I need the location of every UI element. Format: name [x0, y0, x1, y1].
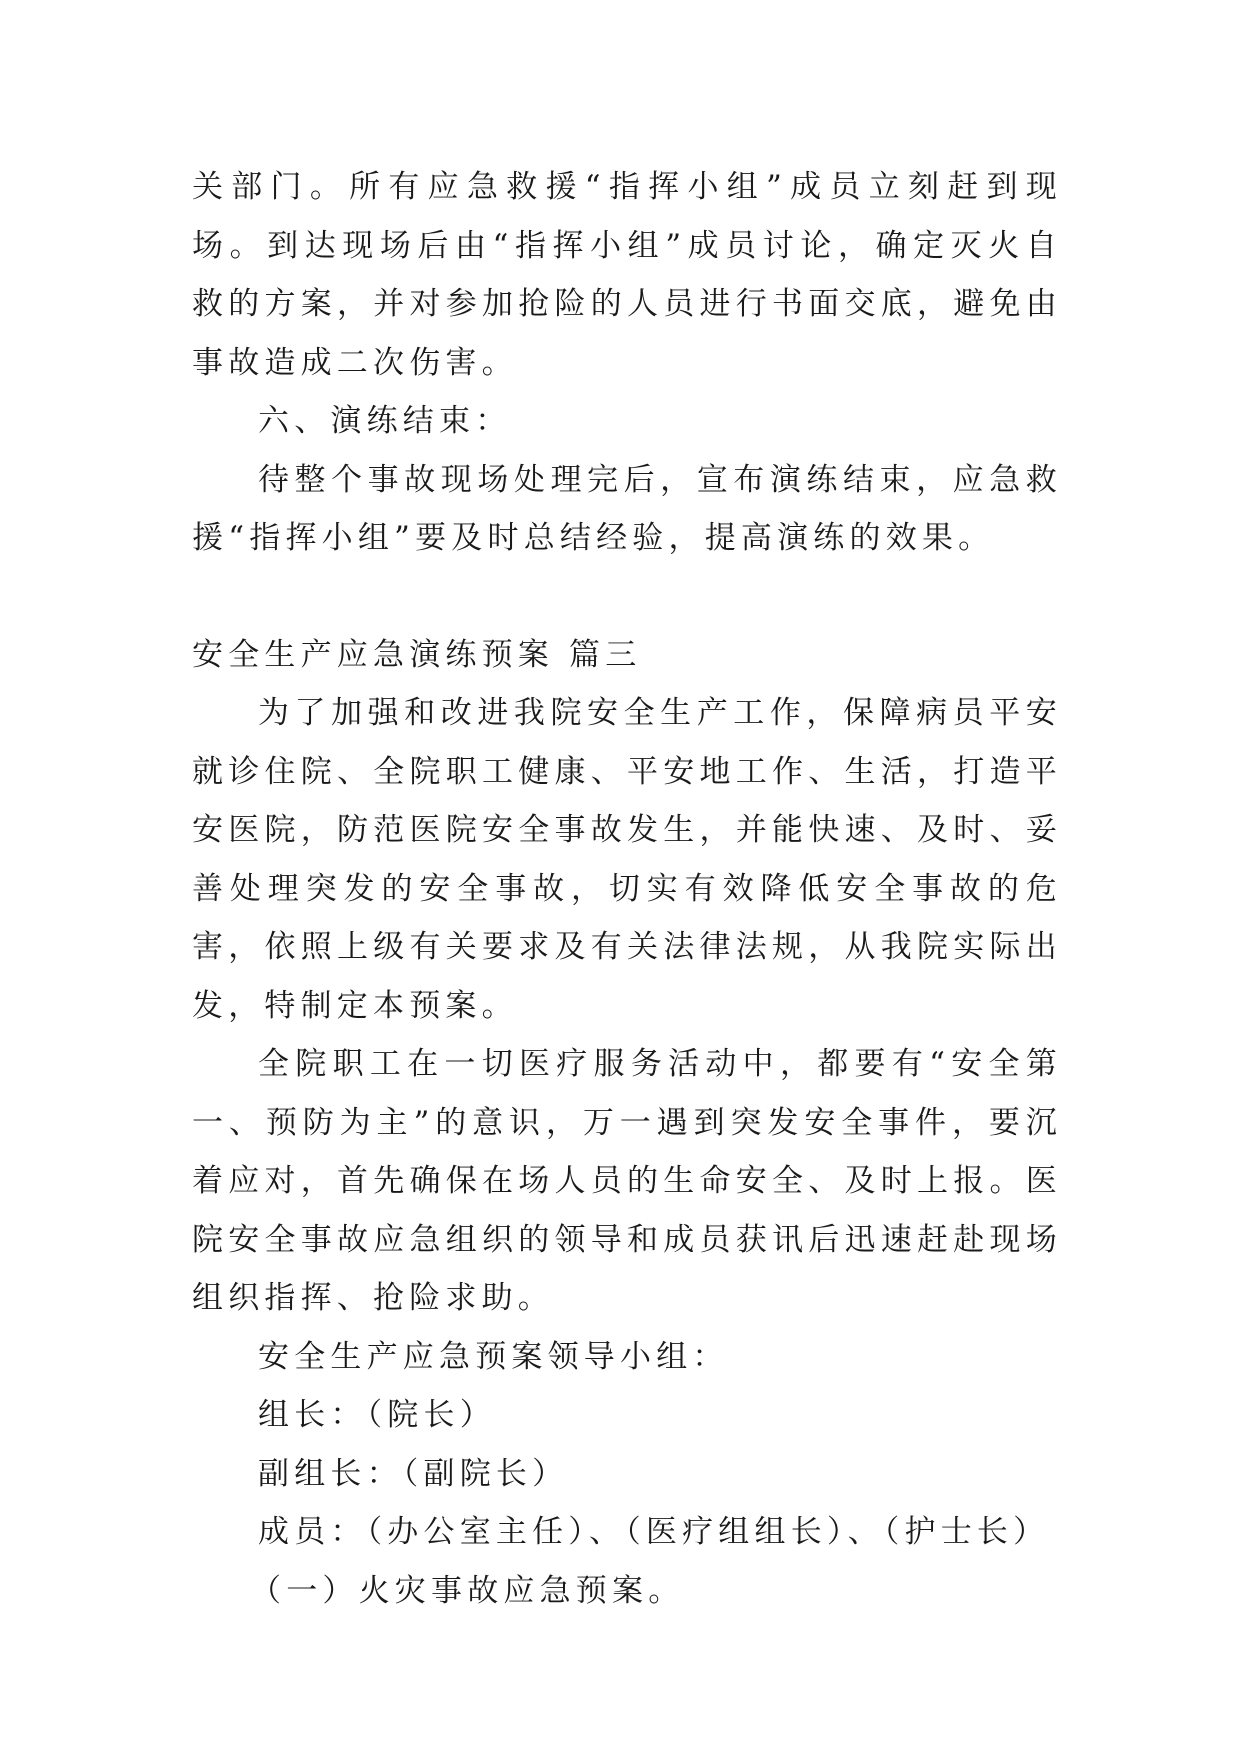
deputy-leader-line: 副组长：（副院长） [258, 1455, 569, 1492]
leader-line: 组长：（院长） [258, 1397, 496, 1433]
fire-plan-heading: （一）火灾事故应急预案。 [250, 1572, 685, 1609]
paragraph-safety-awareness: 全院职工在一切医疗服务活动中，都要有“安全第一、预防为主”的意识，万一遇到突发安全事件，要沉着应对，首先确保在场人员的生命安全、及时上报。医院安全事故应急组织的领导和成员获讯后迅速赶赴现场组织指挥、抢险求助。 [192, 1046, 1062, 1316]
paragraph-drill-end: 待整个事故现场处理完后，宣布演练结束，应急救援“指挥小组”要及时总结经验，提高演练的效果。 [192, 461, 1062, 556]
chapter-title: 安全生产应急演练预案 篇三 [192, 636, 642, 673]
section-heading-drill-end: 六、演练结束： [258, 403, 512, 439]
paragraph-fire-response: 关部门。所有应急救援“指挥小组”成员立刻赶到现场。到达现场后由“指挥小组”成员讨论，确定灭火自救的方案，并对参加抢险的人员进行书面交底，避免由事故造成二次伤害。 [192, 169, 1062, 381]
members-line: 成员：（办公室主任）、（医疗组组长）、（护士长） [258, 1514, 1050, 1550]
leadership-group-title: 安全生产应急预案领导小组： [258, 1338, 729, 1375]
document-body [192, 158, 1062, 1620]
paragraph-purpose: 为了加强和改进我院安全生产工作，保障病员平安就诊住院、全院职工健康、平安地工作、生活，打造平安医院，防范医院安全事故发生，并能快速、及时、妥善处理突发的安全事故，切实有效降低安全事故的危害，依照上级有关要求及有关法律法规，从我院实际出发，特制定本预案。 [192, 695, 1062, 1024]
